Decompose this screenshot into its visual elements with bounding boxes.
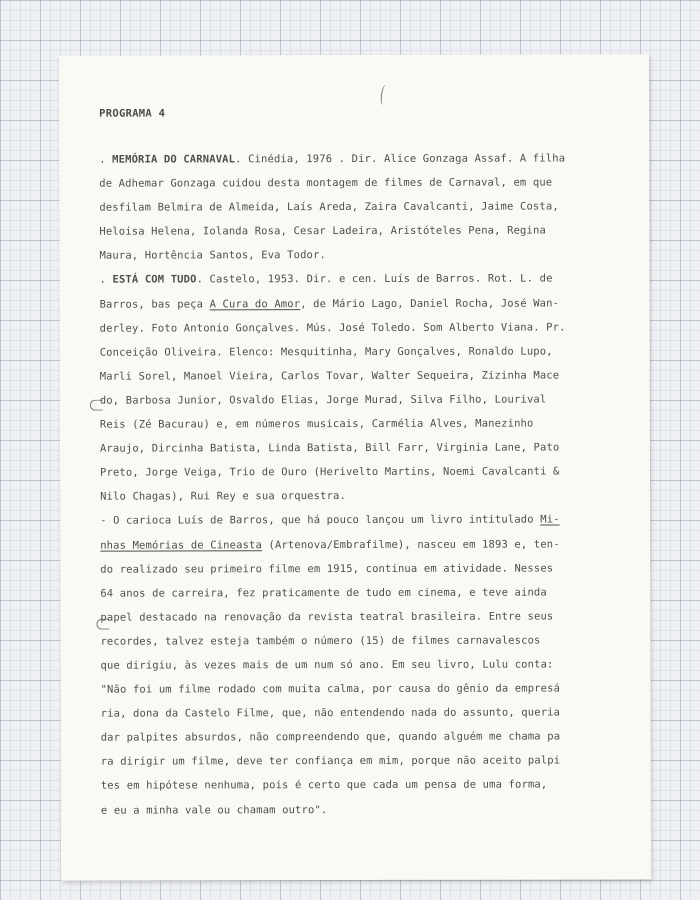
text-line (100, 604, 645, 630)
text-segment: Preto, Jorge Veiga, Trio de Ouro (Herivelto Martins, Noemi Cavalcanti & (99, 465, 560, 479)
text-segment: . (99, 274, 113, 287)
text-line (100, 411, 645, 437)
underlined-title: nhas Memórias de Cineasta (100, 538, 263, 552)
text-segment: do realizado seu primeiro filme em 1915, continua em atividade. Nesses (100, 562, 554, 576)
text-segment: Barros, bas peça (99, 297, 210, 311)
text-segment: Conceição Oliveira. Elenco: Mesquitinha, Mary Gonçalves, Ronaldo Lupo, (99, 345, 553, 359)
underlined-title: A Cura do Amor (209, 297, 301, 310)
text-segment: . Cinédia, 1976 . Dir. Alice Gonzaga Assaf. A filha (235, 152, 566, 166)
text-line (99, 267, 644, 293)
typewritten-page (59, 54, 651, 881)
text-segment: derley. Foto Antonio Gonçalves. Mús. José Toledo. Som Alberto Viana. Pr. (99, 321, 566, 335)
text-line (100, 387, 645, 413)
text-line (101, 749, 646, 775)
text-segment: . Castelo, 1953. Dir. e cen. Luís de Barros. Rot. L. de (196, 272, 553, 286)
text-segment: (Artenova/Embrafilme), nasceu em 1893 e, ten- (261, 537, 560, 551)
text-line (100, 363, 645, 389)
text-line (99, 146, 644, 172)
underlined-title: Mi- (540, 513, 560, 526)
text-segment: ria, dona da Castelo Filme, que, não entendendo nada do assunto, queria (100, 706, 561, 720)
text-line (101, 724, 646, 750)
text-line (99, 194, 644, 220)
text-line (100, 484, 645, 510)
text-line (100, 628, 645, 654)
text-line (100, 556, 645, 582)
text-line (99, 170, 644, 196)
text-segment: Nilo Chagas), Rui Rey e sua orquestra. (100, 490, 347, 503)
text-segment: papel destacado na renovação da revista teatral brasileira. Entre seus (100, 610, 554, 624)
text-line (101, 797, 646, 823)
text-line (100, 459, 645, 485)
text-line (101, 700, 646, 726)
text-segment: Heloisa Helena, Iolanda Rosa, Cesar Ladeira, Aristóteles Pena, Regina (99, 224, 546, 238)
text-line (100, 532, 645, 558)
text-segment: do, Barbosa Junior, Osvaldo Elias, Jorge Murad, Silva Filho, Lourival (99, 393, 547, 407)
text-segment: 64 anos de carreira, fez praticamente de tudo em cinema, e teve ainda (100, 586, 547, 600)
text-segment: desfilam Belmira de Almeida, Laís Areda, Zaira Cavalcanti, Jaime Costa, (99, 200, 559, 214)
text-line (99, 219, 644, 245)
text-segment: recordes, talvez esteja também o número (15) de filmes carnavalescos (100, 634, 541, 648)
text-segment: ra dirigir um filme, deve ter confiança em mim, porque não aceito palpi (100, 754, 561, 769)
text-segment: . (99, 153, 113, 166)
text-line (99, 243, 644, 269)
film-title: MEMÓRIA DO CARNAVAL (112, 153, 236, 166)
program-heading: PROGRAMA 4 (99, 107, 166, 120)
program-text (99, 146, 646, 822)
text-line (100, 291, 645, 317)
text-line (101, 773, 646, 799)
text-segment: e eu a minha vale ou chamam outro". (100, 803, 328, 817)
text-segment: Reis (Zé Bacurau) e, em números musicais, Carmélia Alves, Manezinho (99, 417, 534, 431)
text-segment: Araujo, Dircinha Batista, Linda Batista, Bill Farr, Virginia Lane, Pato (99, 441, 560, 455)
text-line (100, 435, 645, 461)
text-line (100, 508, 645, 534)
text-segment: "Não foi um filme rodado com muita calma, por causa do gênio da empresá (100, 682, 561, 696)
text-line (101, 676, 646, 702)
text-segment: dar palpites absurdos, não compreendendo que, quando alguém me chama pa (100, 730, 561, 744)
text-line (100, 652, 645, 678)
text-line (100, 339, 645, 365)
pencil-mark (380, 85, 390, 106)
film-title: ESTÁ COM TUDO (112, 273, 197, 287)
text-segment: , de Mário Lago, Daniel Rocha, José Wan- (300, 297, 560, 310)
text-segment: Marli Sorel, Manoel Vieira, Carlos Tovar, Walter Sequeira, Zizinha Mace (99, 369, 560, 383)
text-line (100, 315, 645, 341)
text-segment: de Adhemar Gonzaga cuidou desta montagem de filmes de Carnaval, em que (99, 176, 553, 190)
text-line (100, 580, 645, 606)
text-segment: tes em hipótese nenhuma, pois é certo que cada um pensa de uma forma, (100, 778, 548, 793)
text-segment: - O carioca Luís de Barros, que há pouco lançou um livro intitulado (100, 513, 541, 528)
text-segment: Maura, Hortência Santos, Eva Todor. (99, 249, 326, 263)
text-segment: que dirigiu, às vezes mais de um num só ano. Em seu livro, Lulu conta: (100, 658, 554, 672)
